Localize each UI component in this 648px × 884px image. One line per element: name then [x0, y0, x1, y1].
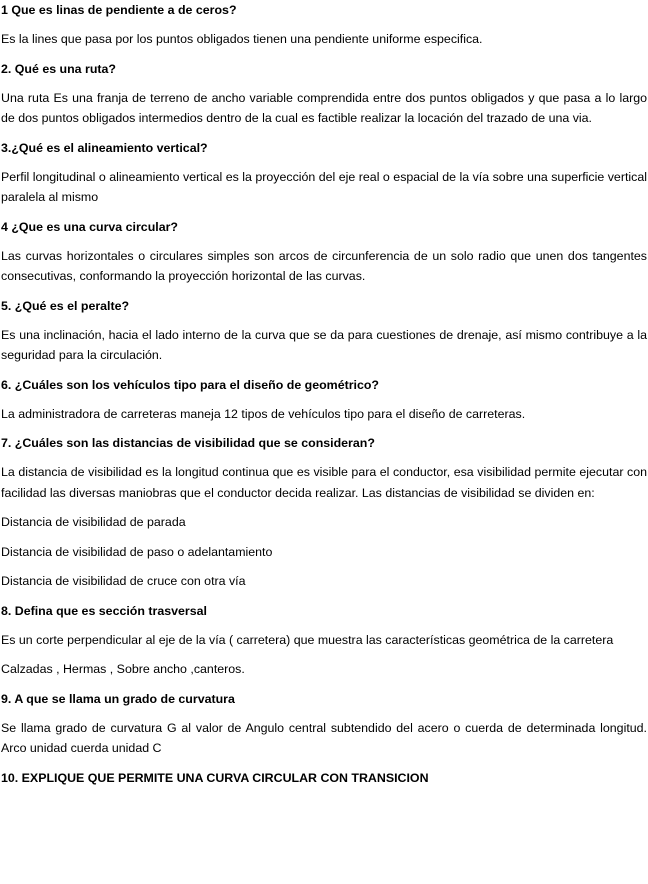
list-item: Distancia de visibilidad de parada: [1, 515, 186, 529]
question-heading: 5. ¿Qué es el peralte?: [1, 298, 130, 313]
question-heading: 7. ¿Cuáles son las distancias de visibilidad que se consideran?: [1, 436, 375, 450]
answer-paragraph: La distancia de visibilidad es la longitud continua que es visible para el conductor, esa visibilidad permite ejecutar con facilidad las diversas maniobras que el conductor decida realizar. Las distancias de visibilidad se dividen en:: [1, 465, 647, 500]
answer-paragraph: Perfil longitudinal o alineamiento vertical es la proyección del eje real o espacial de la vía sobre una superficie vertical paralela al mismo: [1, 169, 647, 204]
answer-paragraph: Una ruta Es una franja de terreno de ancho variable comprendida entre dos puntos obligados y que pasa a lo largo de dos puntos obligados intermedios dentro de la cual es factible realizar la locación del trazado de una via.: [1, 90, 647, 125]
answer-paragraph: Calzadas , Hermas , Sobre ancho ,canteros.: [1, 662, 245, 676]
question-heading: 10. EXPLIQUE QUE PERMITE UNA CURVA CIRCULAR CON TRANSICION: [1, 770, 429, 785]
question-heading: 4 ¿Que es una curva circular?: [1, 219, 178, 234]
question-heading: 3.¿Qué es el alineamiento vertical?: [1, 140, 208, 155]
question-heading: 2. Qué es una ruta?: [1, 61, 116, 76]
question-heading: 6. ¿Cuáles son los vehículos tipo para el diseño de geométrico?: [1, 377, 380, 392]
answer-paragraph: La administradora de carreteras maneja 12 tipos de vehículos tipo para el diseño de carreteras.: [1, 406, 526, 421]
answer-paragraph: Se llama grado de curvatura G al valor de Angulo central subtendido del acero o cuerda de determinada longitud. Arco unidad cuerda unidad C: [1, 720, 647, 755]
question-heading: 9. A que se llama un grado de curvatura: [1, 691, 235, 706]
answer-paragraph: Las curvas horizontales o circulares simples son arcos de circunferencia de un solo radio que unen dos tangentes consecutivas, conformando la proyección horizontal de las curvas.: [1, 248, 647, 283]
list-item: Distancia de visibilidad de paso o adelantamiento: [1, 544, 273, 559]
answer-paragraph: Es un corte perpendicular al eje de la vía ( carretera) que muestra las características geométrica de la carretera: [1, 632, 614, 647]
question-heading: 8. Defina que es sección trasversal: [1, 603, 207, 618]
question-heading: 1 Que es linas de pendiente a de ceros?: [1, 3, 237, 17]
list-item: Distancia de visibilidad de cruce con otra vía: [1, 574, 246, 588]
answer-paragraph: Es una inclinación, hacia el lado interno de la curva que se da para cuestiones de drenaje, así mismo contribuye a la seguridad para la circulación.: [1, 327, 647, 362]
document-body: [1, 0, 647, 788]
answer-paragraph: Es la lines que pasa por los puntos obligados tienen una pendiente uniforme especifica.: [1, 32, 483, 46]
